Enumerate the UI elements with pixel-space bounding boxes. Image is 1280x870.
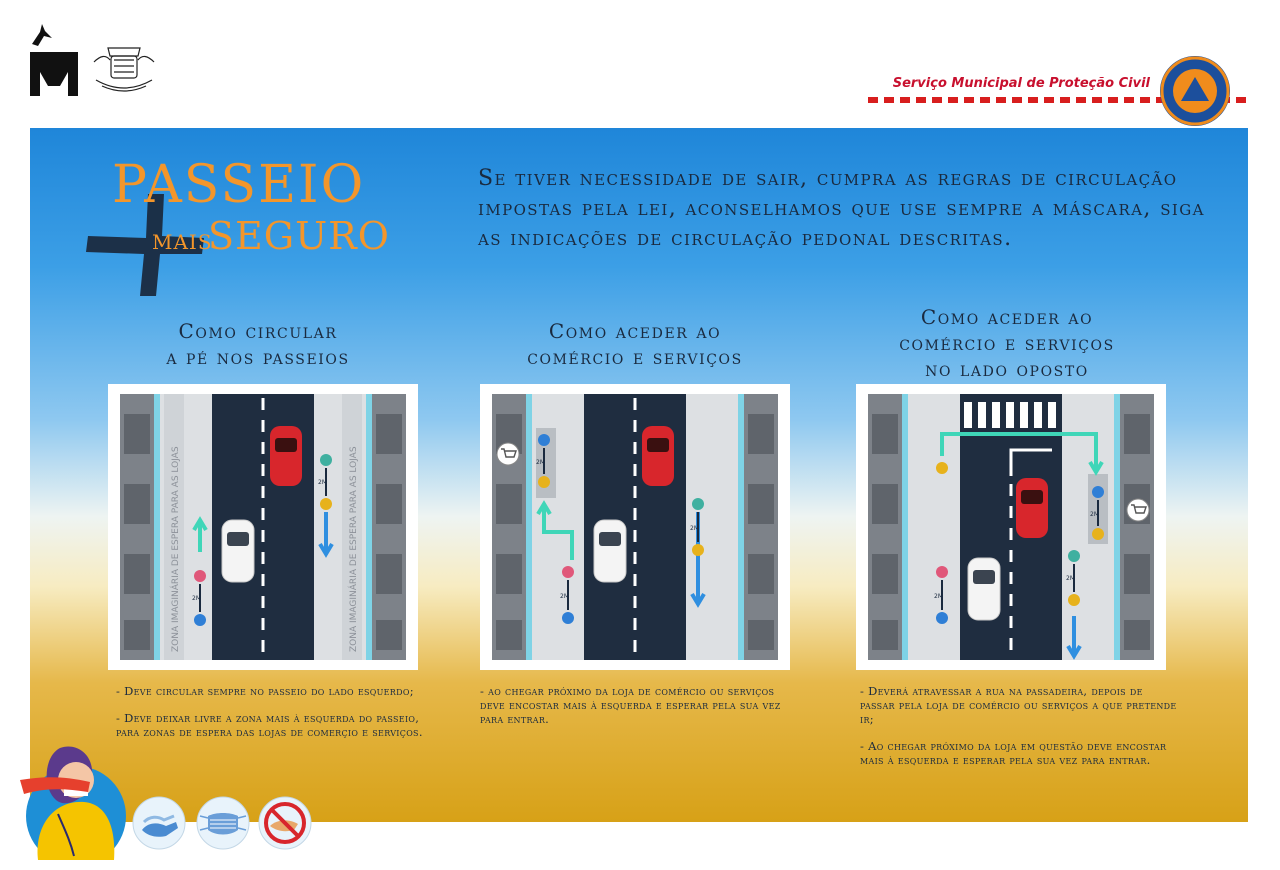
column-1-title [110,318,406,370]
column-2-title-line1: Como aceder ao [548,319,722,343]
scene-cross-street [856,384,1166,670]
intro-text: Se tiver necessidade de sair, cumpra as regras de circulação impostas pela lei, aconselhamos que use sempre a máscara, siga as indicações de circulação pedonal descritas. [478,166,1205,251]
distance-label: 2M [318,479,327,486]
cart-icon [497,443,519,465]
column-3-title-line3: no lado oposto [925,357,1089,381]
crest-icon [88,40,160,98]
logo-word-seguro: SEGURO [208,214,390,258]
woman-with-mask-illustration [4,730,132,860]
column-2-title-line2: comércio e serviços [527,345,743,369]
bird-icon [30,22,54,48]
logo-word-passeio: PASSEIO [112,155,366,215]
column-1-title-line2: a pé nos passeios [166,345,350,369]
column-3-notes [860,684,1180,780]
column-3-title-line1: Como aceder ao [920,305,1094,329]
column-3-title-line2: comércio e serviços [899,331,1115,355]
note-item: - Deve deixar livre a zona mais à esquerda do passeio, para zonas de espera das lojas de comerçio e serviços. [116,711,423,739]
note-item: - Ao chegar próximo da loja em questão deve encostar mais à esquerda e esperar pela sua vez para entrar. [860,739,1167,767]
distance-label: 2M [1066,575,1075,582]
column-2-notes [480,684,790,739]
column-3-title [852,304,1162,382]
column-2-title [480,318,790,370]
civil-protection-icon [1158,54,1232,128]
scene-walk-sidewalk [108,384,418,670]
hand-wash-icon [132,796,186,850]
org-title: Serviço Municipal de Proteção Civil [892,76,1150,91]
scene-1-illustration [108,384,418,670]
zone-label-right: ZONA IMAGINÁRIA DE ESPERA PARA AS LOJAS [349,446,359,652]
distance-label: 2M [934,593,943,600]
note-item: - ao chegar próximo da loja de comércio ou serviços deve encostar mais à esquerda e esperar pela sua vez para entrar. [480,684,781,726]
distance-label: 2M [1090,511,1099,518]
scene-access-shop [480,384,790,670]
no-handshake-icon [258,796,312,850]
scene-2-illustration [480,384,790,670]
mask-icon [196,796,250,850]
logo-word-mais: MAIS [152,230,213,254]
note-item: - Deverá atravessar a rua na passadeira, depois de passar pela loja de comércio ou serviços a que pretende ir; [860,684,1177,726]
scene-3-illustration [856,384,1166,670]
note-item: - Deve circular sempre no passeio do lado esquerdo; [116,684,414,698]
distance-label: 2M [536,459,545,466]
distance-label: 2M [560,593,569,600]
cart-icon [1127,499,1149,521]
distance-label: 2M [690,525,699,532]
m-logo-icon [30,52,78,96]
distance-label: 2M [192,595,201,602]
column-1-title-line1: Como circular [178,319,338,343]
column-1-notes [116,684,426,752]
zone-label-left: ZONA IMAGINÁRIA DE ESPERA PARA AS LOJAS [171,446,181,652]
